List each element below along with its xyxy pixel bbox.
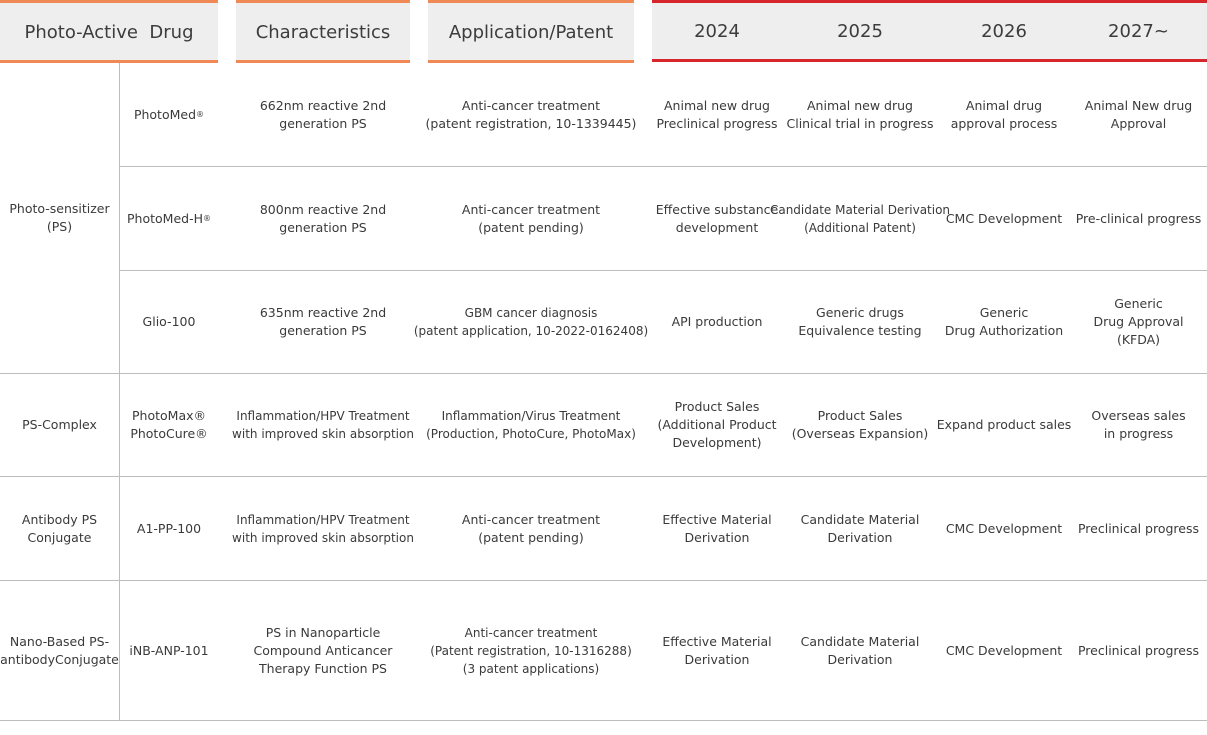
text-line: development	[675, 219, 759, 235]
row-a1-name	[120, 477, 218, 580]
row-glio-char	[236, 271, 410, 373]
row-photomax-2024	[652, 374, 782, 476]
row-photomedh-2026	[938, 167, 1070, 270]
row-photomedh-2024	[652, 167, 782, 270]
text-line: (patent application, 10-2022-0162408)	[413, 324, 649, 338]
row-photomax-name	[120, 374, 218, 476]
row-photomedh-name: PhotoMed-H ®	[127, 210, 211, 226]
header-2027-label: 2027~	[1108, 20, 1169, 42]
text-line: generation PS	[279, 219, 367, 235]
text-line: Drug Approval	[1093, 314, 1184, 329]
header-2024-label: 2024	[694, 20, 740, 42]
text-line: (patent registration, 10-1339445)	[425, 115, 637, 131]
group-line: Conjugate	[27, 529, 92, 545]
row-glio-2024	[652, 271, 782, 373]
row-photomax-2027	[1070, 374, 1207, 476]
text-line: Equivalence testing	[798, 323, 922, 338]
text-line: Preclinical progress	[656, 115, 778, 131]
drug-name: iNB-ANP-101	[129, 642, 209, 658]
row-a1-2024	[652, 477, 782, 580]
drug-name: PhotoMed-H	[127, 210, 203, 226]
row-photomed-app	[420, 63, 642, 166]
row-glio-2026	[938, 271, 1070, 373]
text-line: (Additional Product	[657, 417, 777, 432]
text-line: Derivation	[827, 651, 893, 667]
row-glio-app	[413, 271, 649, 373]
header-characteristics	[236, 0, 410, 62]
text-line: Drug Authorization	[944, 323, 1064, 338]
text-line: Overseas sales	[1091, 408, 1186, 423]
text-line: Preclinical progress	[1077, 520, 1200, 536]
text-line: (KFDA)	[1116, 332, 1161, 347]
header-2025	[782, 0, 938, 62]
row-inb-2025	[782, 581, 938, 720]
row-photomed-char	[236, 63, 410, 166]
drug-name: PhotoMed	[133, 106, 197, 122]
drug-name: Glio-100	[142, 314, 196, 329]
header-2027	[1070, 0, 1207, 62]
text-line: (patent pending)	[478, 219, 584, 235]
text-line: Candidate Material Derivation	[769, 202, 951, 217]
text-line: Product Sales	[674, 399, 760, 414]
text-line: Anti-cancer treatment	[461, 201, 601, 217]
text-line: (Production, PhotoCure, PhotoMax)	[426, 427, 636, 441]
drug-name: PhotoCure®	[130, 426, 208, 441]
text-line: Animal new drug	[664, 97, 770, 113]
row-a1-2025	[782, 477, 938, 580]
header-characteristics-label: Characteristics	[255, 22, 391, 43]
row-inb-char	[236, 581, 410, 720]
row-photomed-2027	[1070, 63, 1207, 166]
row-inb-2026	[938, 581, 1070, 720]
text-line: Anti-cancer treatment	[464, 625, 598, 640]
header-drug	[0, 0, 218, 62]
row-photomed-2025	[782, 63, 938, 166]
row-photomedh-2027	[1070, 167, 1207, 270]
text-line: Effective Material	[662, 633, 772, 649]
group-line: Photo-sensitizer	[9, 201, 110, 216]
group-line: antibodyConjugate	[0, 651, 119, 667]
text-line: Therapy Function PS	[259, 660, 387, 676]
header-application-label: Application/Patent	[448, 22, 614, 43]
text-line: Anti-cancer treatment	[461, 511, 601, 527]
text-line: Compound Anticancer	[253, 642, 393, 658]
row-glio-name	[120, 271, 218, 373]
header-2026-label: 2026	[981, 20, 1027, 42]
row-photomed-name: PhotoMed ®	[133, 106, 205, 122]
text-line: Anti-cancer treatment	[461, 97, 601, 113]
text-line: Generic	[1114, 296, 1163, 311]
row-glio-2025	[782, 271, 938, 373]
group-line: Nano-Based PS-	[9, 633, 110, 649]
text-line: (Patent registration, 10-1316288)	[430, 643, 632, 658]
row-inb-app	[420, 581, 642, 720]
row-photomedh-2025	[769, 167, 951, 270]
header-2024	[652, 0, 782, 62]
row-a1-app	[420, 477, 642, 580]
text-line: 635nm reactive 2nd	[259, 305, 387, 320]
text-line: generation PS	[279, 115, 367, 131]
row-photomax-2025	[782, 374, 938, 476]
text-line: CMC Development	[945, 520, 1063, 536]
text-line: Clinical trial in progress	[786, 115, 934, 131]
text-line: Development)	[672, 435, 762, 450]
text-line: PS in Nanoparticle	[265, 624, 381, 640]
text-line: Candidate Material	[800, 633, 920, 649]
text-line: approval process	[950, 115, 1058, 131]
text-line: Product Sales	[817, 408, 903, 423]
text-line: Inflammation/HPV Treatment	[236, 512, 410, 527]
text-line: 662nm reactive 2nd	[259, 97, 387, 113]
text-line: Effective substance	[655, 201, 779, 217]
text-line: CMC Development	[945, 210, 1063, 226]
text-line: Inflammation/Virus Treatment	[441, 409, 621, 423]
row-photomax-app	[420, 374, 642, 476]
text-line: Derivation	[684, 529, 750, 545]
header-2025-label: 2025	[837, 20, 883, 42]
header-drug-label: Photo-Active Drug	[24, 22, 194, 43]
row-a1-2027	[1070, 477, 1207, 580]
drug-name: A1-PP-100	[136, 520, 202, 536]
text-line: Derivation	[827, 529, 893, 545]
group-nano	[0, 581, 119, 720]
text-line: Effective Material	[662, 511, 772, 527]
text-line: Derivation	[684, 651, 750, 667]
row-photomed-2024	[652, 63, 782, 166]
text-line: Candidate Material	[800, 511, 920, 527]
text-line: 800nm reactive 2nd	[259, 201, 387, 217]
text-line: GBM cancer diagnosis	[464, 306, 598, 320]
row-photomax-char	[226, 374, 420, 476]
text-line: (patent pending)	[478, 529, 584, 545]
row-photomed-2026	[938, 63, 1070, 166]
text-line: (Additional Patent)	[804, 220, 916, 235]
row-inb-2024	[652, 581, 782, 720]
text-line: with improved skin absorption	[232, 530, 414, 545]
group-photo-sensitizer	[0, 63, 119, 373]
text-line: with improved skin absorption	[232, 427, 414, 441]
text-line: (3 patent applications)	[462, 661, 600, 676]
header-2026	[938, 0, 1070, 62]
row-a1-char	[226, 477, 420, 580]
group-ps-complex	[0, 374, 119, 476]
text-line: generation PS	[279, 323, 367, 338]
row-photomax-2026	[938, 374, 1070, 476]
text-line: API production	[671, 314, 763, 329]
text-line: Animal new drug	[807, 97, 913, 113]
row-inb-2027	[1070, 581, 1207, 720]
text-line: Animal drug	[965, 97, 1043, 113]
group-line: PS-Complex	[22, 417, 97, 432]
row-divider	[0, 720, 1207, 721]
row-photomedh-char	[236, 167, 410, 270]
row-glio-2027	[1070, 271, 1207, 373]
group-line: (PS)	[46, 219, 73, 234]
group-antibody	[0, 477, 119, 580]
text-line: Expand product sales	[936, 417, 1072, 432]
text-line: Animal New drug	[1084, 97, 1193, 113]
header-application	[428, 0, 634, 62]
text-line: Approval	[1110, 115, 1167, 131]
text-line: Pre-clinical progress	[1075, 210, 1202, 226]
text-line: in progress	[1103, 426, 1174, 441]
text-line: Generic drugs	[816, 305, 904, 320]
row-a1-2026	[938, 477, 1070, 580]
text-line: Inflammation/HPV Treatment	[236, 409, 410, 423]
group-line: Antibody PS	[21, 511, 98, 527]
text-line: CMC Development	[945, 642, 1063, 658]
text-line: Preclinical progress	[1077, 642, 1200, 658]
row-photomedh-app	[420, 167, 642, 270]
text-line: (Overseas Expansion)	[791, 426, 929, 441]
drug-name: PhotoMax®	[132, 408, 206, 423]
row-inb-name	[120, 581, 218, 720]
text-line: Generic	[979, 305, 1029, 320]
